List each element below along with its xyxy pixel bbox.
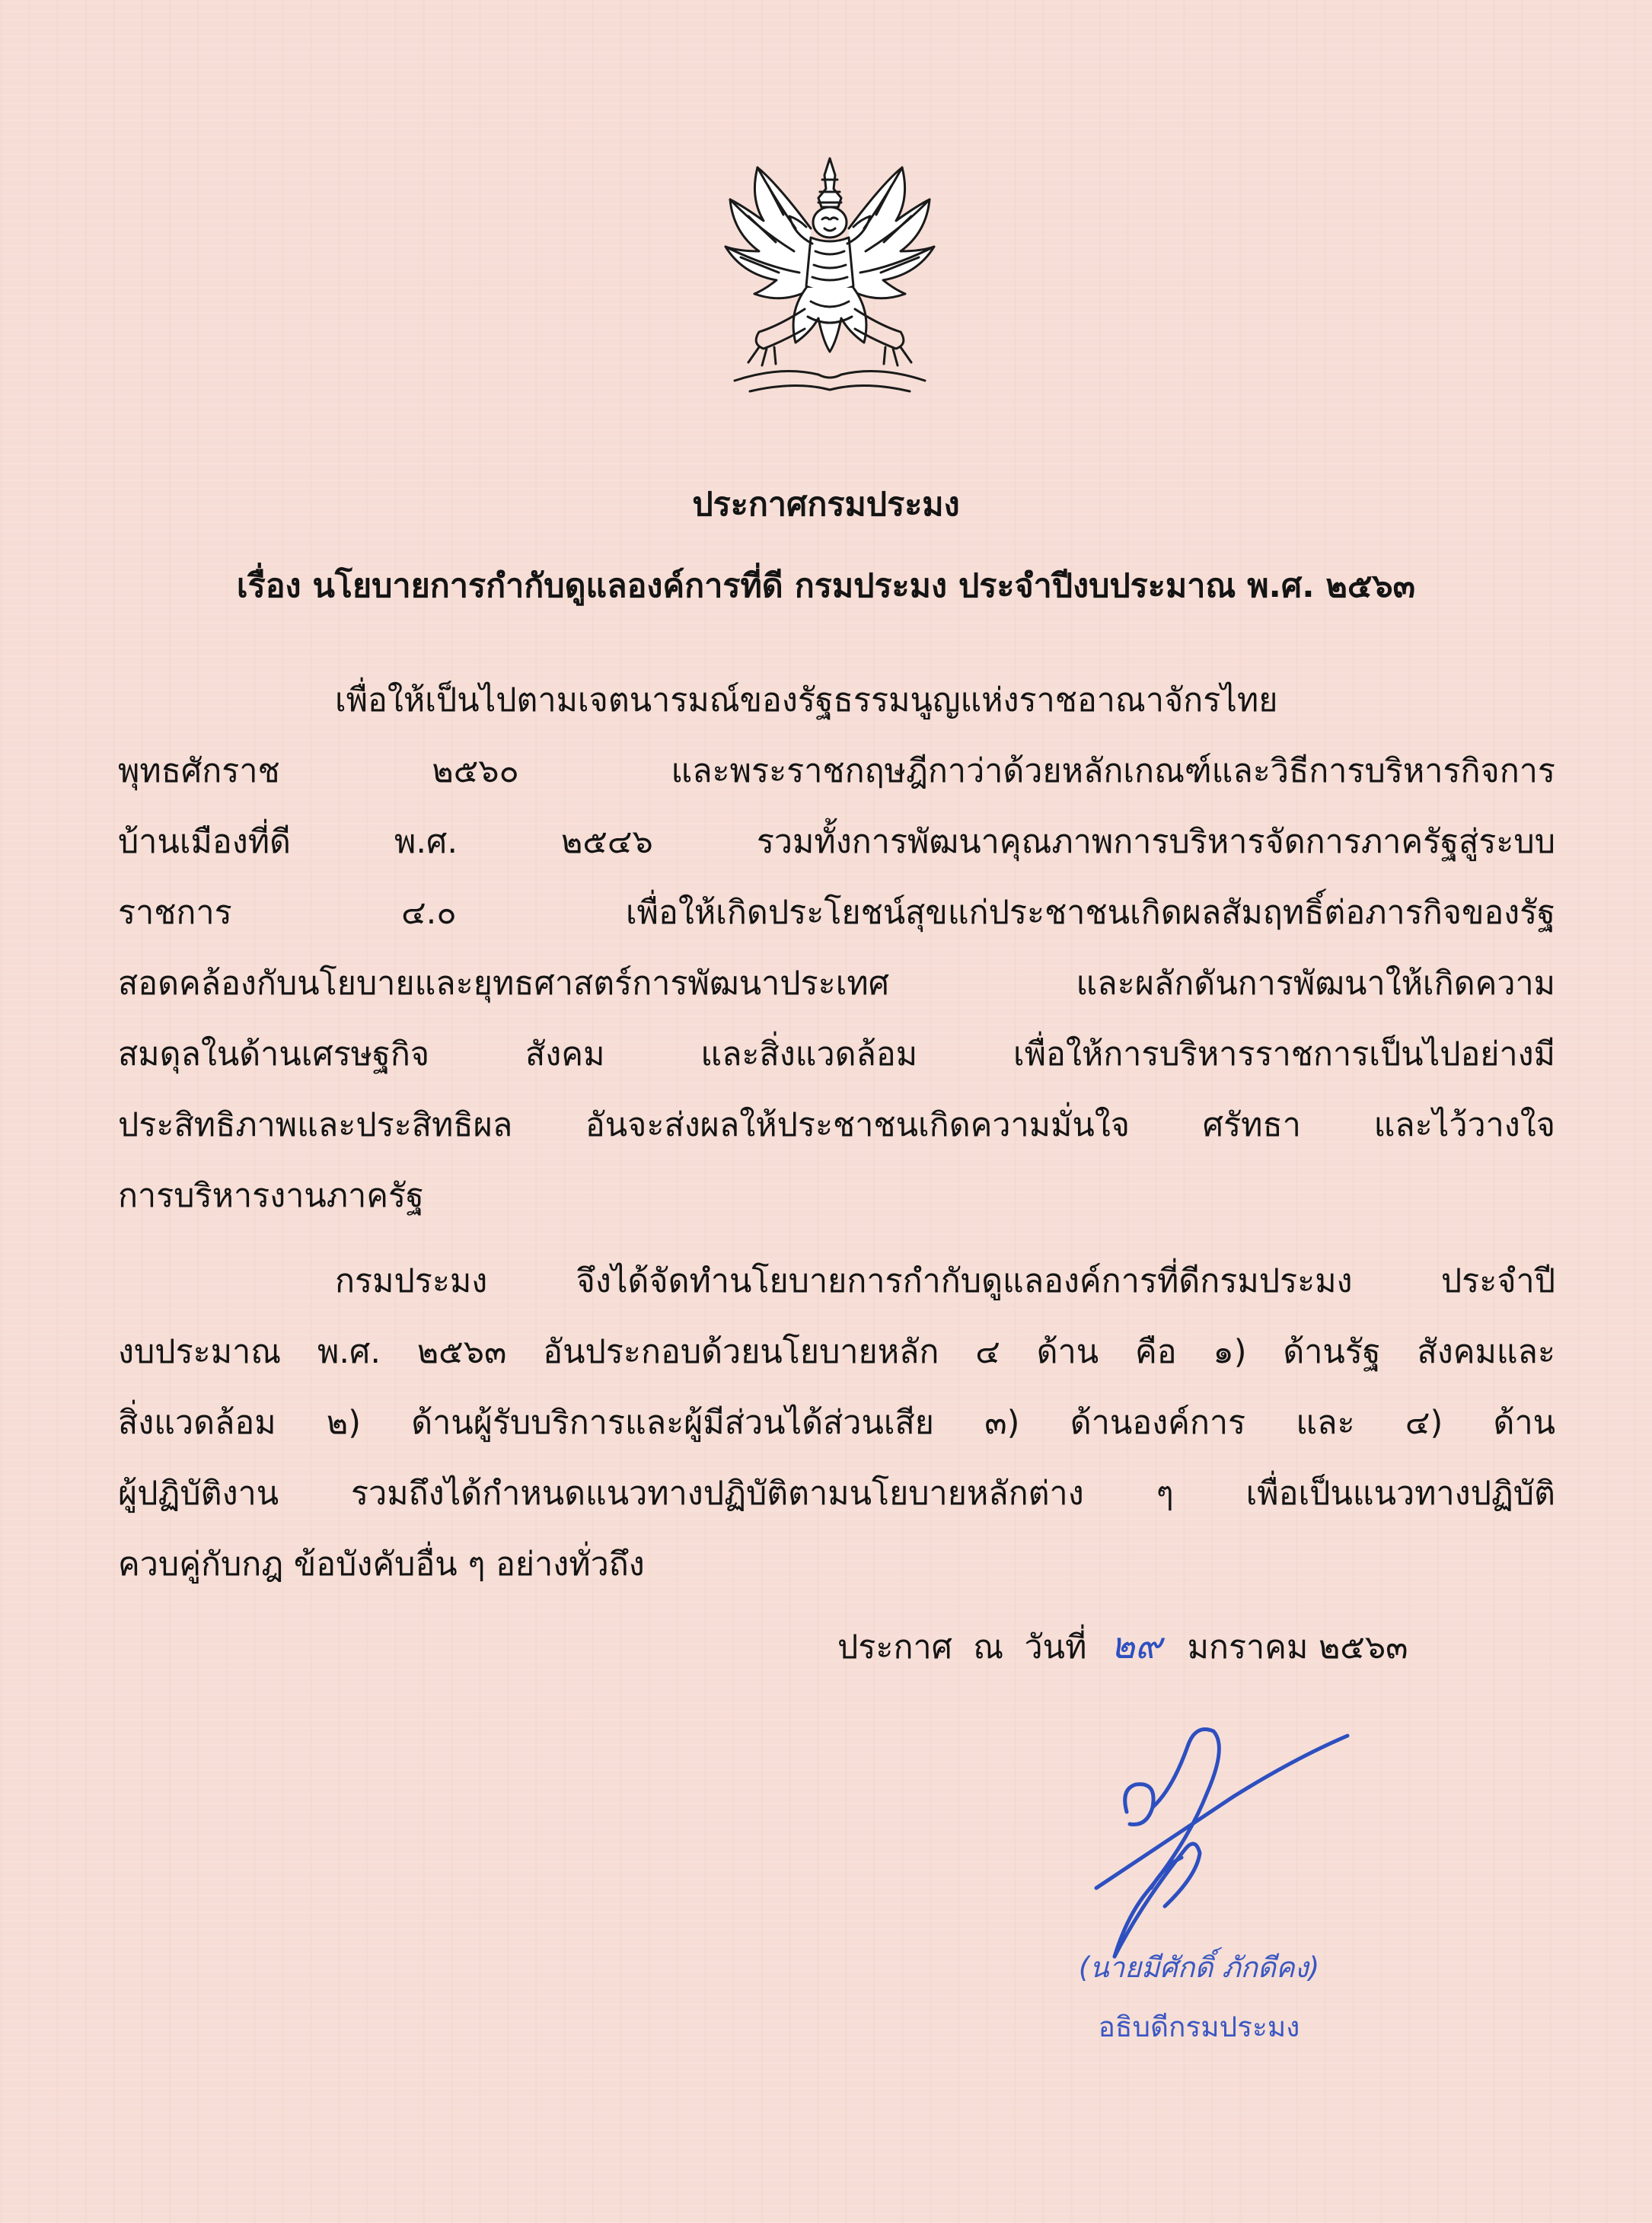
- paragraph-1-line: สมดุลในด้านเศรษฐกิจ สังคม และสิ่งแวดล้อม เพื่อให้การบริหารราชการเป็นไปอย่างมี: [118, 1035, 1555, 1073]
- paragraph-1-line: ราชการ ๔.๐ เพื่อให้เกิดประโยชน์สุขแก่ประชาชนเกิดผลสัมฤทธิ์ต่อภารกิจของรัฐ: [118, 894, 1555, 932]
- date-day-handwritten: ๒๙: [1111, 1625, 1162, 1667]
- paragraph-1-line: พุทธศักราช ๒๕๖๐ และพระราชกฤษฎีกาว่าด้วยหลักเกณฑ์และวิธีการบริหารกิจการ: [118, 752, 1555, 790]
- paragraph-2-line: ผู้ปฏิบัติงาน รวมถึงได้กำหนดแนวทางปฏิบัติตามนโยบายหลักต่าง ๆ เพื่อเป็นแนวทางปฏิบัติ: [118, 1475, 1555, 1513]
- announcement-date: [837, 1617, 1408, 1675]
- paragraph-1-line: การบริหารงานภาครัฐ: [118, 1177, 424, 1215]
- paragraph-2-line: งบประมาณ พ.ศ. ๒๕๖๓ อันประกอบด้วยนโยบายหลัก ๔ ด้าน คือ ๑) ด้านรัฐ สังคมและ: [118, 1333, 1555, 1371]
- signer-position: อธิบดีกรมประมง: [1098, 2011, 1300, 2043]
- date-month-year: มกราคม ๒๕๖๓: [1187, 1628, 1408, 1666]
- signer-name: (นายมีศักดิ์ ภักดีคง): [1078, 1951, 1320, 1984]
- paragraph-2-line: ควบคู่กับกฎ ข้อบังคับอื่น ๆ อย่างทั่วถึง: [118, 1545, 645, 1584]
- garuda-emblem-icon: [704, 152, 955, 403]
- announcement-subject: เรื่อง นโยบายการกำกับดูแลองค์การที่ดี กรมประมง ประจำปีงบประมาณ พ.ศ. ๒๕๖๓: [236, 567, 1416, 605]
- paragraph-2-line: กรมประมง จึงได้จัดทำนโยบายการกำกับดูแลองค์การที่ดีกรมประมง ประจำปี: [335, 1262, 1555, 1300]
- paragraph-1-line: บ้านเมืองที่ดี พ.ศ. ๒๕๔๖ รวมทั้งการพัฒนาคุณภาพการบริหารจัดการภาครัฐสู่ระบบ: [118, 823, 1555, 861]
- announcement-title: ประกาศกรมประมง: [692, 486, 960, 524]
- date-prefix: ประกาศ ณ วันที่: [837, 1628, 1087, 1666]
- paragraph-1-line: เพื่อให้เป็นไปตามเจตนารมณ์ของรัฐธรรมนูญแห่งราชอาณาจักรไทย: [335, 681, 1278, 719]
- paragraph-1-line: สอดคล้องกับนโยบายและยุทธศาสตร์การพัฒนาประเทศ และผลักดันการพัฒนาให้เกิดความ: [118, 965, 1555, 1003]
- paragraph-1-line: ประสิทธิภาพและประสิทธิผล อันจะส่งผลให้ประชาชนเกิดความมั่นใจ ศรัทธา และไว้วางใจ: [118, 1106, 1555, 1144]
- paragraph-2-line: สิ่งแวดล้อม ๒) ด้านผู้รับบริการและผู้มีส่วนได้ส่วนเสีย ๓) ด้านองค์การ และ ๔) ด้าน: [118, 1404, 1555, 1442]
